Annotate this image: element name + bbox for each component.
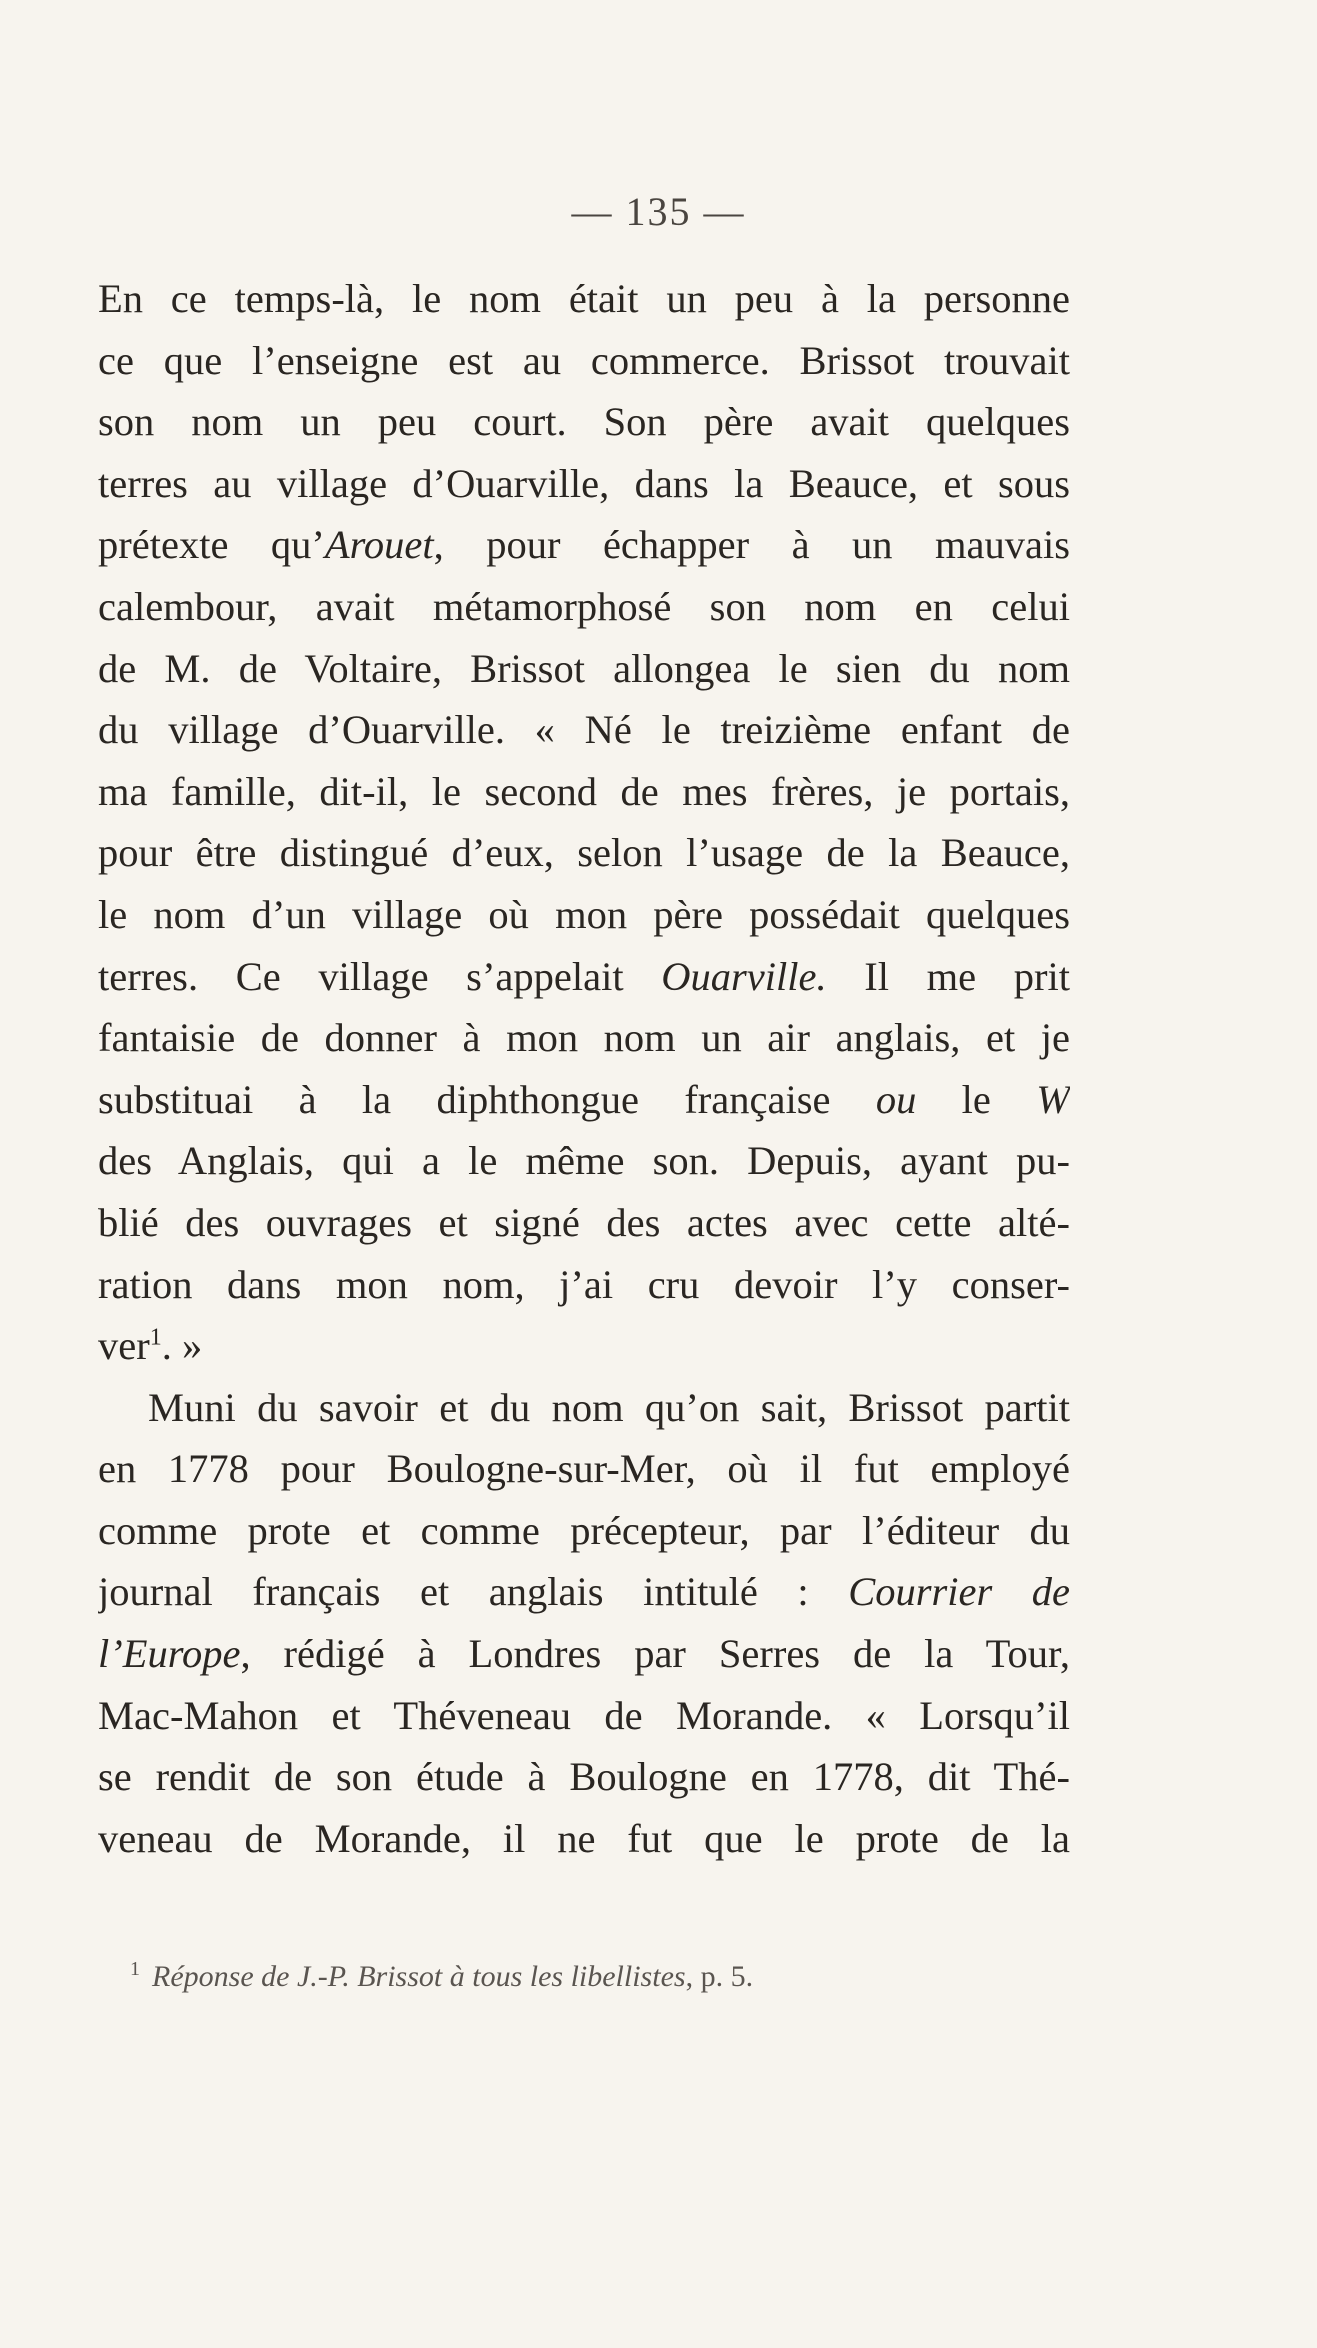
- text-line: le nom d’un village où mon père possédait quelques: [98, 891, 1070, 937]
- italic-term: ou: [875, 1076, 917, 1122]
- text-line: son nom un peu court. Son père avait quelques: [98, 399, 1070, 445]
- text-line: journal français et anglais intitulé : Courrier de: [98, 1569, 1070, 1615]
- italic-term: l’Europe: [98, 1631, 241, 1677]
- text-line: calembour, avait métamorphosé son nom en celui: [98, 583, 1070, 629]
- italic-term: Ouarville.: [661, 953, 827, 999]
- footnote-reference: 1: [149, 1324, 162, 1351]
- text-line: ce que l’enseigne est au commerce. Brissot trouvait: [98, 337, 1070, 383]
- text-line: du village d’Ouarville. « Né le treizième enfant de: [98, 707, 1070, 753]
- text-line: ver$^1$. »: [98, 1323, 203, 1369]
- text-line: ma famille, dit-il, le second de mes frères, je portais,: [98, 768, 1070, 814]
- text-line: comme prote et comme précepteur, par l’éditeur du: [98, 1507, 1070, 1553]
- text-line: de M. de Voltaire, Brissot allongea le sien du nom: [98, 645, 1070, 691]
- page-number: — 135 —: [571, 189, 746, 234]
- text-line: substituai à la diphthongue française ou le W: [98, 1076, 1070, 1122]
- text-line: terres. Ce village s’appelait Ouarville. Il me prit: [98, 953, 1070, 999]
- text-line: se rendit de son étude à Boulogne en 1778, dit Thé-: [98, 1754, 1070, 1800]
- footnote: [130, 1958, 753, 1994]
- text-line: fantaisie de donner à mon nom un air anglais, et je: [98, 1015, 1070, 1061]
- text-line: Mac-Mahon et Théveneau de Morande. « Lorsqu’il: [98, 1692, 1070, 1738]
- text-line: des Anglais, qui a le même son. Depuis, ayant pu-: [98, 1138, 1070, 1184]
- text-line: En ce temps-là, le nom était un peu à la personne: [98, 276, 1070, 321]
- italic-term: Courrier de: [848, 1569, 1070, 1615]
- italic-term: Arouet: [324, 522, 434, 568]
- text-line: blié des ouvrages et signé des actes avec cette alté-: [98, 1199, 1070, 1245]
- footnote-title: Réponse de J.-P. Brissot à tous les libellistes: [152, 1960, 686, 1993]
- footnote-page-ref: , p. 5.: [685, 1960, 754, 1993]
- text-line: prétexte qu’Arouet, pour échapper à un mauvais: [98, 522, 1070, 568]
- body-text: [98, 268, 1070, 1869]
- text-line: ration dans mon nom, j’ai cru devoir l’y conser-: [98, 1261, 1070, 1307]
- text-line: Muni du savoir et du nom qu’on sait, Brissot partit: [148, 1384, 1070, 1430]
- text-line: veneau de Morande, il ne fut que le prote de la: [98, 1815, 1070, 1861]
- text-line: en 1778 pour Boulogne-sur-Mer, où il fut employé: [98, 1446, 1070, 1492]
- italic-term: W: [1036, 1076, 1070, 1122]
- text-line: l’Europe, rédigé à Londres par Serres de la Tour,: [98, 1631, 1070, 1677]
- footnote-mark: 1: [130, 1958, 140, 1980]
- text-line: terres au village d’Ouarville, dans la Beauce, et sous: [98, 460, 1070, 506]
- text-line: pour être distingué d’eux, selon l’usage de la Beauce,: [98, 830, 1070, 876]
